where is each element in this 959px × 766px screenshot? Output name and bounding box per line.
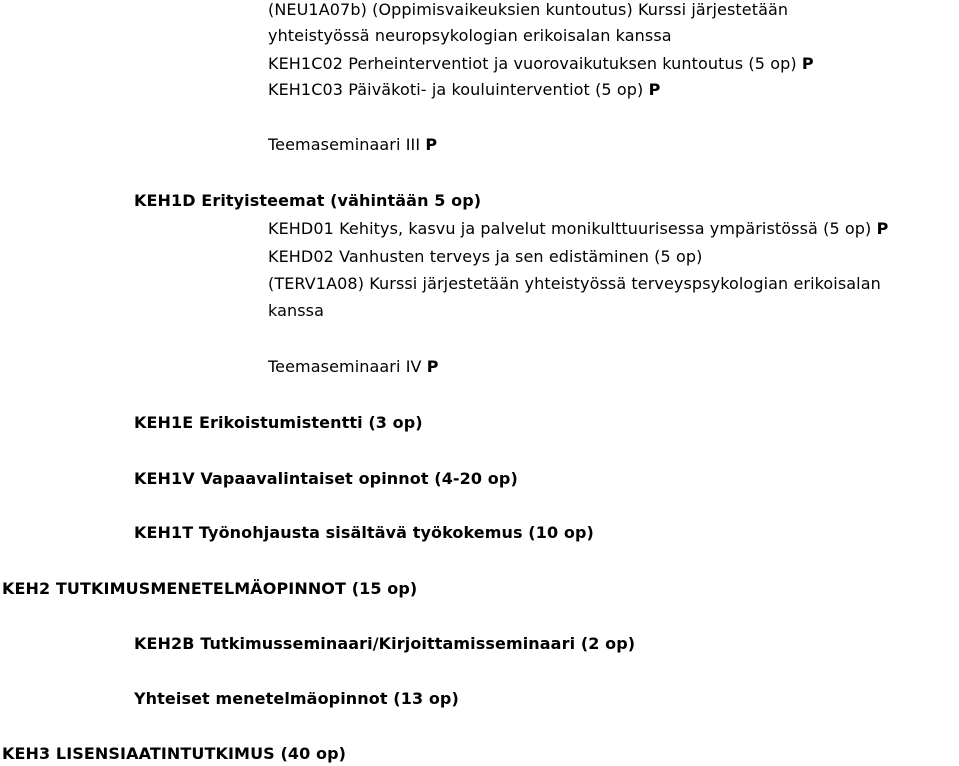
- course-kehd01-text: KEHD01 Kehitys, kasvu ja palvelut monikulttuurisessa ympäristössä (5 op): [268, 219, 877, 238]
- course-keh1c02: [268, 54, 814, 74]
- course-note-neu1a07b-line1: (NEU1A07b) (Oppimisvaikeuksien kuntoutus) Kurssi järjestetään: [268, 0, 789, 19]
- compulsory-mark: P: [801, 54, 814, 73]
- course-keh1c02-text: KEH1C02 Perheinterventiot ja vuorovaikutuksen kuntoutus (5 op): [268, 54, 802, 73]
- section-keh3-heading: KEH3 LISENSIAATINTUTKIMUS (40 op): [2, 744, 347, 763]
- section-keh1t-heading: KEH1T Työnohjausta sisältävä työkokemus (10 op): [134, 523, 594, 542]
- section-yhteiset-heading: Yhteiset menetelmäopinnot (13 op): [134, 689, 459, 708]
- course-note-terv1a08-line1: (TERV1A08) Kurssi järjestetään yhteistyössä terveyspsykologian erikoisalan: [268, 274, 881, 293]
- course-note-terv1a08-line2: kanssa: [268, 301, 325, 320]
- course-kehd02: KEHD02 Vanhusten terveys ja sen edistäminen (5 op): [268, 247, 703, 266]
- compulsory-mark: P: [426, 357, 439, 376]
- course-note-neu1a07b-line2: yhteistyössä neuropsykologian erikoisalan kanssa: [268, 26, 672, 45]
- section-keh2b-heading: KEH2B Tutkimusseminaari/Kirjoittamisseminaari (2 op): [134, 634, 636, 653]
- course-kehd01: [268, 219, 888, 239]
- section-keh1v-heading: KEH1V Vapaavalintaiset opinnot (4-20 op): [134, 469, 518, 488]
- section-keh2-heading: KEH2 TUTKIMUSMENETELMÄOPINNOT (15 op): [2, 579, 418, 598]
- compulsory-mark: P: [425, 135, 438, 154]
- course-teemaseminaari-4-text: Teemaseminaari IV: [268, 357, 427, 376]
- compulsory-mark: P: [876, 219, 889, 238]
- course-teemaseminaari-4: [268, 357, 439, 377]
- section-keh1d-heading: KEH1D Erityisteemat (vähintään 5 op): [134, 191, 482, 210]
- compulsory-mark: P: [648, 80, 661, 99]
- course-keh1c03: [268, 80, 660, 100]
- section-keh1e-heading: KEH1E Erikoistumistentti (3 op): [134, 413, 423, 432]
- course-keh1c03-text: KEH1C03 Päiväkoti- ja kouluinterventiot (5 op): [268, 80, 649, 99]
- course-teemaseminaari-3-text: Teemaseminaari III: [268, 135, 426, 154]
- course-teemaseminaari-3: [268, 135, 437, 155]
